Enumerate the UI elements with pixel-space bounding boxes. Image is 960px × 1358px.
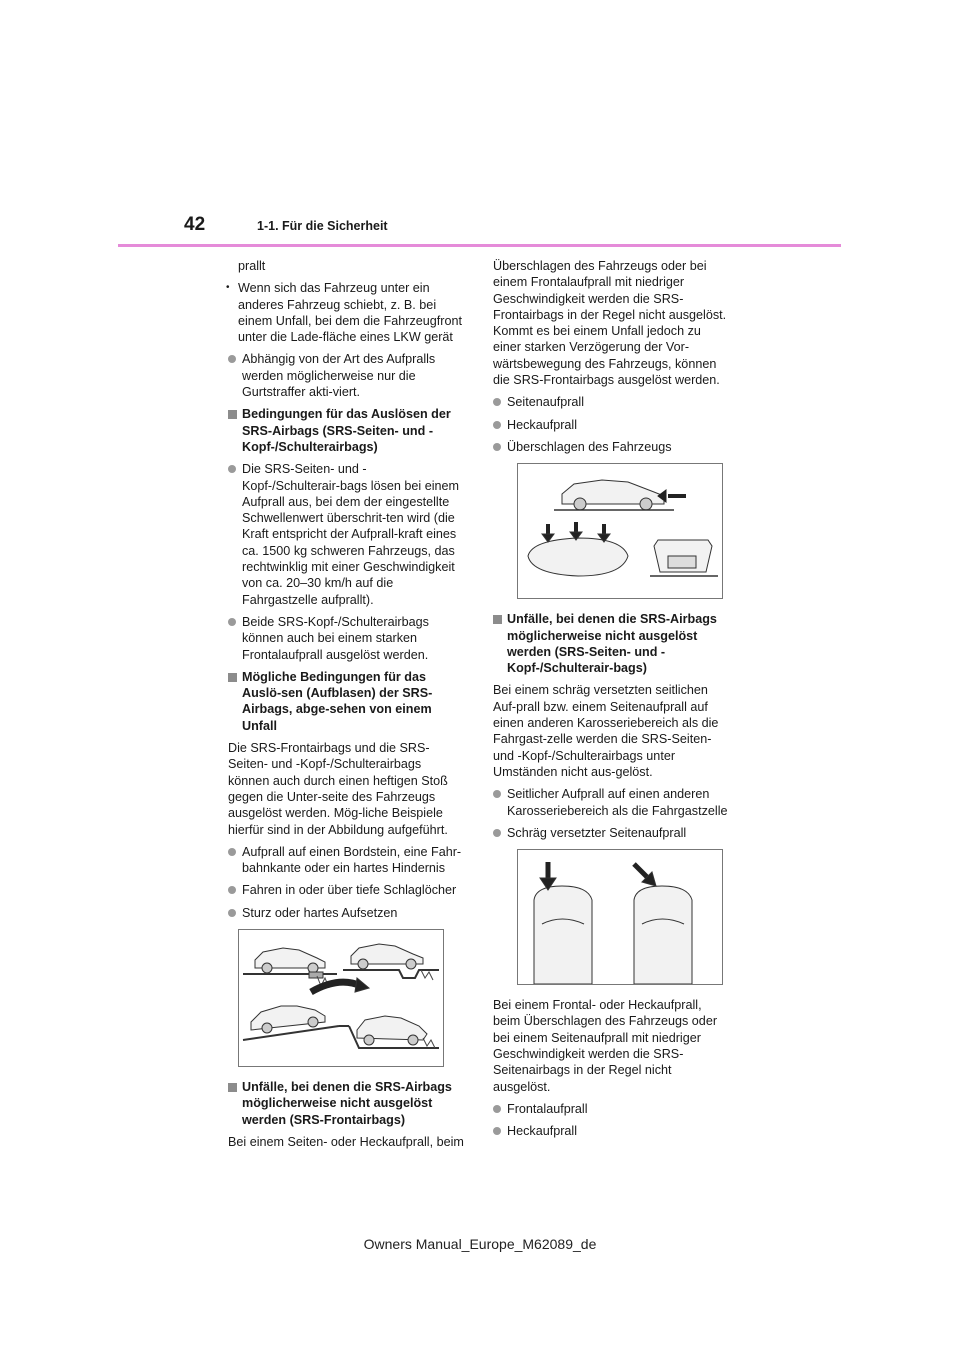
bullet-dot-icon [228,618,236,626]
bullet-text: Die SRS-Seiten- und -Kopf-/Schulterair-bags lösen bei einem Aufprall aus, bei dem der eingestellte Schwellenwert überschrit-ten wird (die Kraft entspricht der Aufprall-kraft eines ca. 1500 kg schweren Fahrzeugs, das rechtwinklig mit einer Geschwindigkeit von ca. 20–30 km/h auf die Fahrgastzelle aufprallt). [242,462,460,607]
paragraph: Bei einem schräg versetzten seitlichen Auf-prall bzw. einem Seitenaufprall auf einen anderen Karosseriebereich als die Fahrgast-zelle werden die SRS-Seiten- und -Kopf-/Schulterairbags unter Umständen nicht aus-gelöst. [493,683,719,779]
bullet-dot-icon [493,398,501,406]
bullet-text: Heckaufprall [507,1124,577,1139]
paragraph: Überschlagen des Fahrzeugs oder bei einem Frontalaufprall mit niedriger Geschwindigkeit werden die SRS-Frontairbags in der Regel nicht ausgelöst. Kommt es bei einem Unfall jedoch zu einer starken Verzögerung der Vor-wärtsbewegung des Fahrzeugs, können die SRS-Frontairbags ausgelöst werden. [493,259,727,388]
bullet-item [228,905,464,921]
subheading [228,1079,464,1128]
section-title: 1-1. Für die Sicherheit [257,219,388,233]
paragraph: prallt [238,259,266,273]
bullet-dot-icon [228,355,236,363]
bullet-dot-icon [493,443,501,451]
bullet-text: Frontalaufprall [507,1101,588,1116]
bullet-text: Beide SRS-Kopf-/Schulterairbags können auch bei einem starken Frontalaufprall ausgelöst werden. [242,614,429,662]
header-rule [118,244,841,247]
bullet-text: Seitlicher Aufprall auf einen anderen Karosseriebereich als die Fahrgastzelle [507,787,728,818]
bullet-dot-icon [228,848,236,856]
bullet-dot-icon [228,465,236,473]
bullet-text: Sturz oder hartes Aufsetzen [242,905,398,920]
bullet-text: Seitenaufprall [507,395,585,410]
subheading [228,406,464,455]
bullet-dot-icon [493,790,501,798]
bullet-item [493,786,729,819]
subheading [493,611,729,676]
paragraph: Bei einem Frontal- oder Heckaufprall, beim Überschlagen des Fahrzeugs oder bei einem Seitenaufprall mit niedriger Geschwindigkeit werden die SRS-Seitenairbags in der Regel nicht ausgelöst. [493,998,718,1094]
bullet-text: Aufprall auf einen Bordstein, eine Fahr-bahnkante oder ein hartes Hindernis [242,844,462,876]
figure-offset-side-impact [517,849,723,985]
subheading-text: Mögliche Bedingungen für das Auslö-sen (Aufblasen) der SRS-Airbags, abge-sehen von einem Unfall [242,669,433,733]
side-rear-rollover-illustration [518,464,722,598]
paragraph: Die SRS-Frontairbags und die SRS-Seiten- und -Kopf-/Schulterairbags können auch durch einen heftigen Stoß gegen die Unter-seite des Fahrzeugs ausgelöst werden. Mög-liche Beispiele hierfür sind in der Abbildung aufgeführt. [228,741,448,837]
subheading-text: Unfälle, bei denen die SRS-Airbags möglicherweise nicht ausgelöst werden (SRS-Frontairbags) [242,1079,452,1127]
subheading-text: Unfälle, bei denen die SRS-Airbags möglicherweise nicht ausgelöst werden (SRS-Seiten- und -Kopf-/Schulterair-bags) [507,612,717,676]
bullet-dot-icon [228,886,236,894]
left-column [228,258,464,1156]
square-bullet-icon [228,410,237,419]
bullet-dot-icon [493,829,501,837]
bullet-item [228,614,464,663]
page-number: 42 [184,214,206,235]
bullet-item [228,844,464,877]
bullet-dot-icon [493,1105,501,1113]
bullet-item [228,461,464,608]
bullet-item [493,825,729,841]
bullet-text: Fahren in oder über tiefe Schlaglöcher [242,883,457,898]
square-bullet-icon [493,615,502,624]
figure-underbody-impact [238,929,444,1067]
bullet-text: Heckaufprall [507,417,577,432]
bullet-text: Schräg versetzter Seitenaufprall [507,825,687,840]
bullet-item [228,882,464,898]
bullet-item [228,351,464,400]
footer-doc-id: Owners Manual_Europe_M62089_de [363,1236,597,1252]
bullet-dot-icon [493,1127,501,1135]
paragraph: Bei einem Seiten- oder Heckaufprall, beim [228,1134,464,1149]
bullet-text: Überschlagen des Fahrzeugs [507,439,672,454]
bullet-item [493,1101,729,1117]
offset-side-impact-illustration [518,850,722,984]
bullet-item [493,417,729,433]
bullet-item [493,439,729,455]
underbody-impact-illustration [239,930,443,1066]
square-bullet-icon [228,1083,237,1092]
subheading [228,669,464,734]
subheading-text: Bedingungen für das Auslösen der SRS-Airbags (SRS-Seiten- und -Kopf-/Schulterairbags) [242,407,451,454]
bullet-dot-icon [493,421,501,429]
right-column [493,258,729,1146]
bullet-item [493,394,729,410]
bullet-dot-icon [228,909,236,917]
figure-side-rear-rollover [517,463,723,599]
bullet-text: Abhängig von der Art des Aufpralls werden möglicherweise nur die Gurtstraffer akti-viert. [242,352,436,400]
dash-item [228,280,464,345]
square-bullet-icon [228,673,237,682]
dash-text: Wenn sich das Fahrzeug unter ein anderes Fahrzeug schiebt, z. B. bei einem Unfall, bei dem die Fahrzeugfront unter die Lade-fläche eines LKW gerät [238,281,463,345]
bullet-item [493,1123,729,1139]
